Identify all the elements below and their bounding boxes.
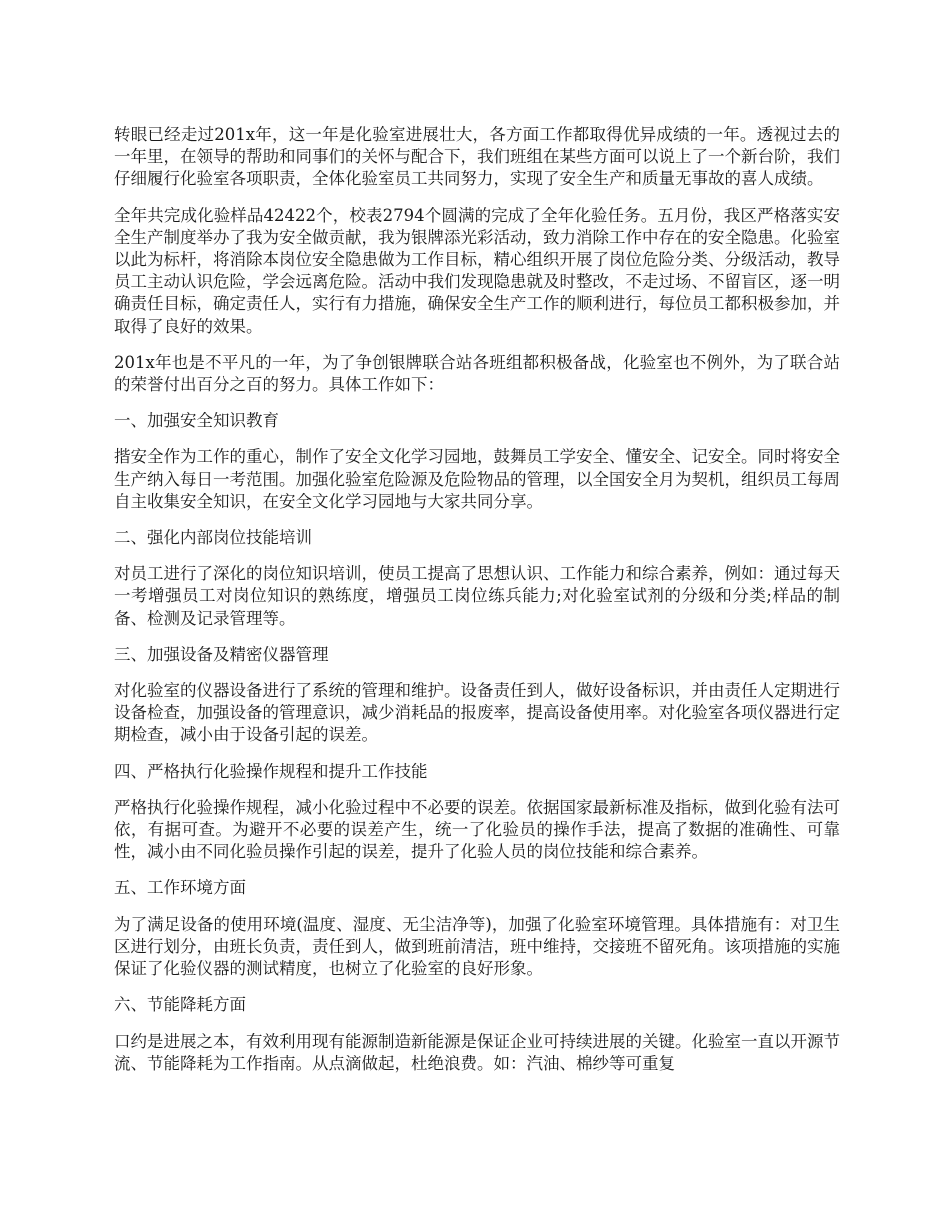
document-page (114, 124, 840, 1089)
section-heading-work-environment: 五、工作环境方面 (114, 878, 246, 898)
intro-paragraph-1: 转眼已经走过201x年，这一年是化验室进展壮大，各方面工作都取得优异成绩的一年。透视过去的一年里，在领导的帮助和同事们的关怀与配合下，我们班组在某些方面可以说上了一个新台阶，我们仔细履行化验室各项职责，全体化验室员工共同努力，实现了安全生产和质量无事故的喜人成绩。 (114, 125, 840, 189)
section-heading-equipment-management: 三、加强设备及精密仪器管理 (114, 644, 329, 664)
section-body-skills-training: 对员工进行了深化的岗位知识培训，使员工提高了思想认识、工作能力和综合素养，例如：通过每天一考增强员工对岗位知识的熟练度，增强员工岗位练兵能力;对化验室试剂的分级和分类;样品的制备、检测及记录管理等。 (114, 564, 840, 628)
section-body-equipment-management: 对化验室的仪器设备进行了系统的管理和维护。设备责任到人，做好设备标识，并由责任人定期进行设备检查，加强设备的管理意识，减少消耗品的报废率，提高设备使用率。对化验室各项仪器进行定期检查，减小由于设备引起的误差。 (114, 681, 840, 745)
section-body-energy-saving: 口约是进展之本，有效利用现有能源制造新能源是保证企业可持续进展的关键。化验室一直以开源节流、节能降耗为工作指南。从点滴做起，杜绝浪费。如：汽油、棉纱等可重复 (114, 1031, 840, 1073)
section-body-operating-procedures: 严格执行化验操作规程，减小化验过程中不必要的误差。依据国家最新标准及指标，做到化验有法可依，有据可查。为避开不必要的误差产生，统一了化验员的操作手法，提高了数据的准确性、可靠性，减小由不同化验员操作引起的误差，提升了化验人员的岗位技能和综合素养。 (114, 797, 840, 862)
section-body-safety-education: 揩安全作为工作的重心，制作了安全文化学习园地，鼓舞员工学安全、懂安全、记安全。同时将安全生产纳入每日一考范围。加强化验室危险源及危险物品的管理，以全国安全月为契机，组织员工每周自主收集安全知识，在安全文化学习园地与大家共同分享。 (114, 447, 840, 511)
section-heading-operating-procedures: 四、严格执行化验操作规程和提升工作技能 (114, 761, 428, 781)
section-body-work-environment: 为了满足设备的使用环境(温度、湿度、无尘洁净等)，加强了化验室环境管理。具体措施有：对卫生区进行划分，由班长负责，责任到人，做到班前清洁，班中维持，交接班不留死角。该项措施的实施保证了化验仪器的测试精度，也树立了化验室的良好形象。 (114, 914, 840, 979)
section-heading-safety-education: 一、加强安全知识教育 (114, 411, 279, 431)
section-heading-skills-training: 二、强化内部岗位技能培训 (114, 528, 312, 548)
intro-paragraph-2: 全年共完成化验样品42422个，校表2794个圆满的完成了全年化验任务。五月份，我区严格落实安全生产制度举办了我为安全做贡献，我为银牌添光彩活动，致力消除工作中存在的安全隐患。化验室以此为标杆，将消除本岗位安全隐患做为工作目标，精心组织开展了岗位危险分类、分级活动，教导员工主动认识危险，学会远离危险。活动中我们发现隐患就及时整改，不走过场、不留盲区，逐一明确责任目标，确定责任人，实行有力措施，确保安全生产工作的顺利进行，每位员工都积极参加，并取得了良好的效果。 (114, 205, 840, 336)
section-heading-energy-saving: 六、节能降耗方面 (114, 995, 246, 1015)
intro-paragraph-3: 201x年也是不平凡的一年，为了争创银牌联合站各班组都积极备战，化验室也不例外，为了联合站的荣誉付出百分之百的努力。具体工作如下： (114, 352, 840, 395)
